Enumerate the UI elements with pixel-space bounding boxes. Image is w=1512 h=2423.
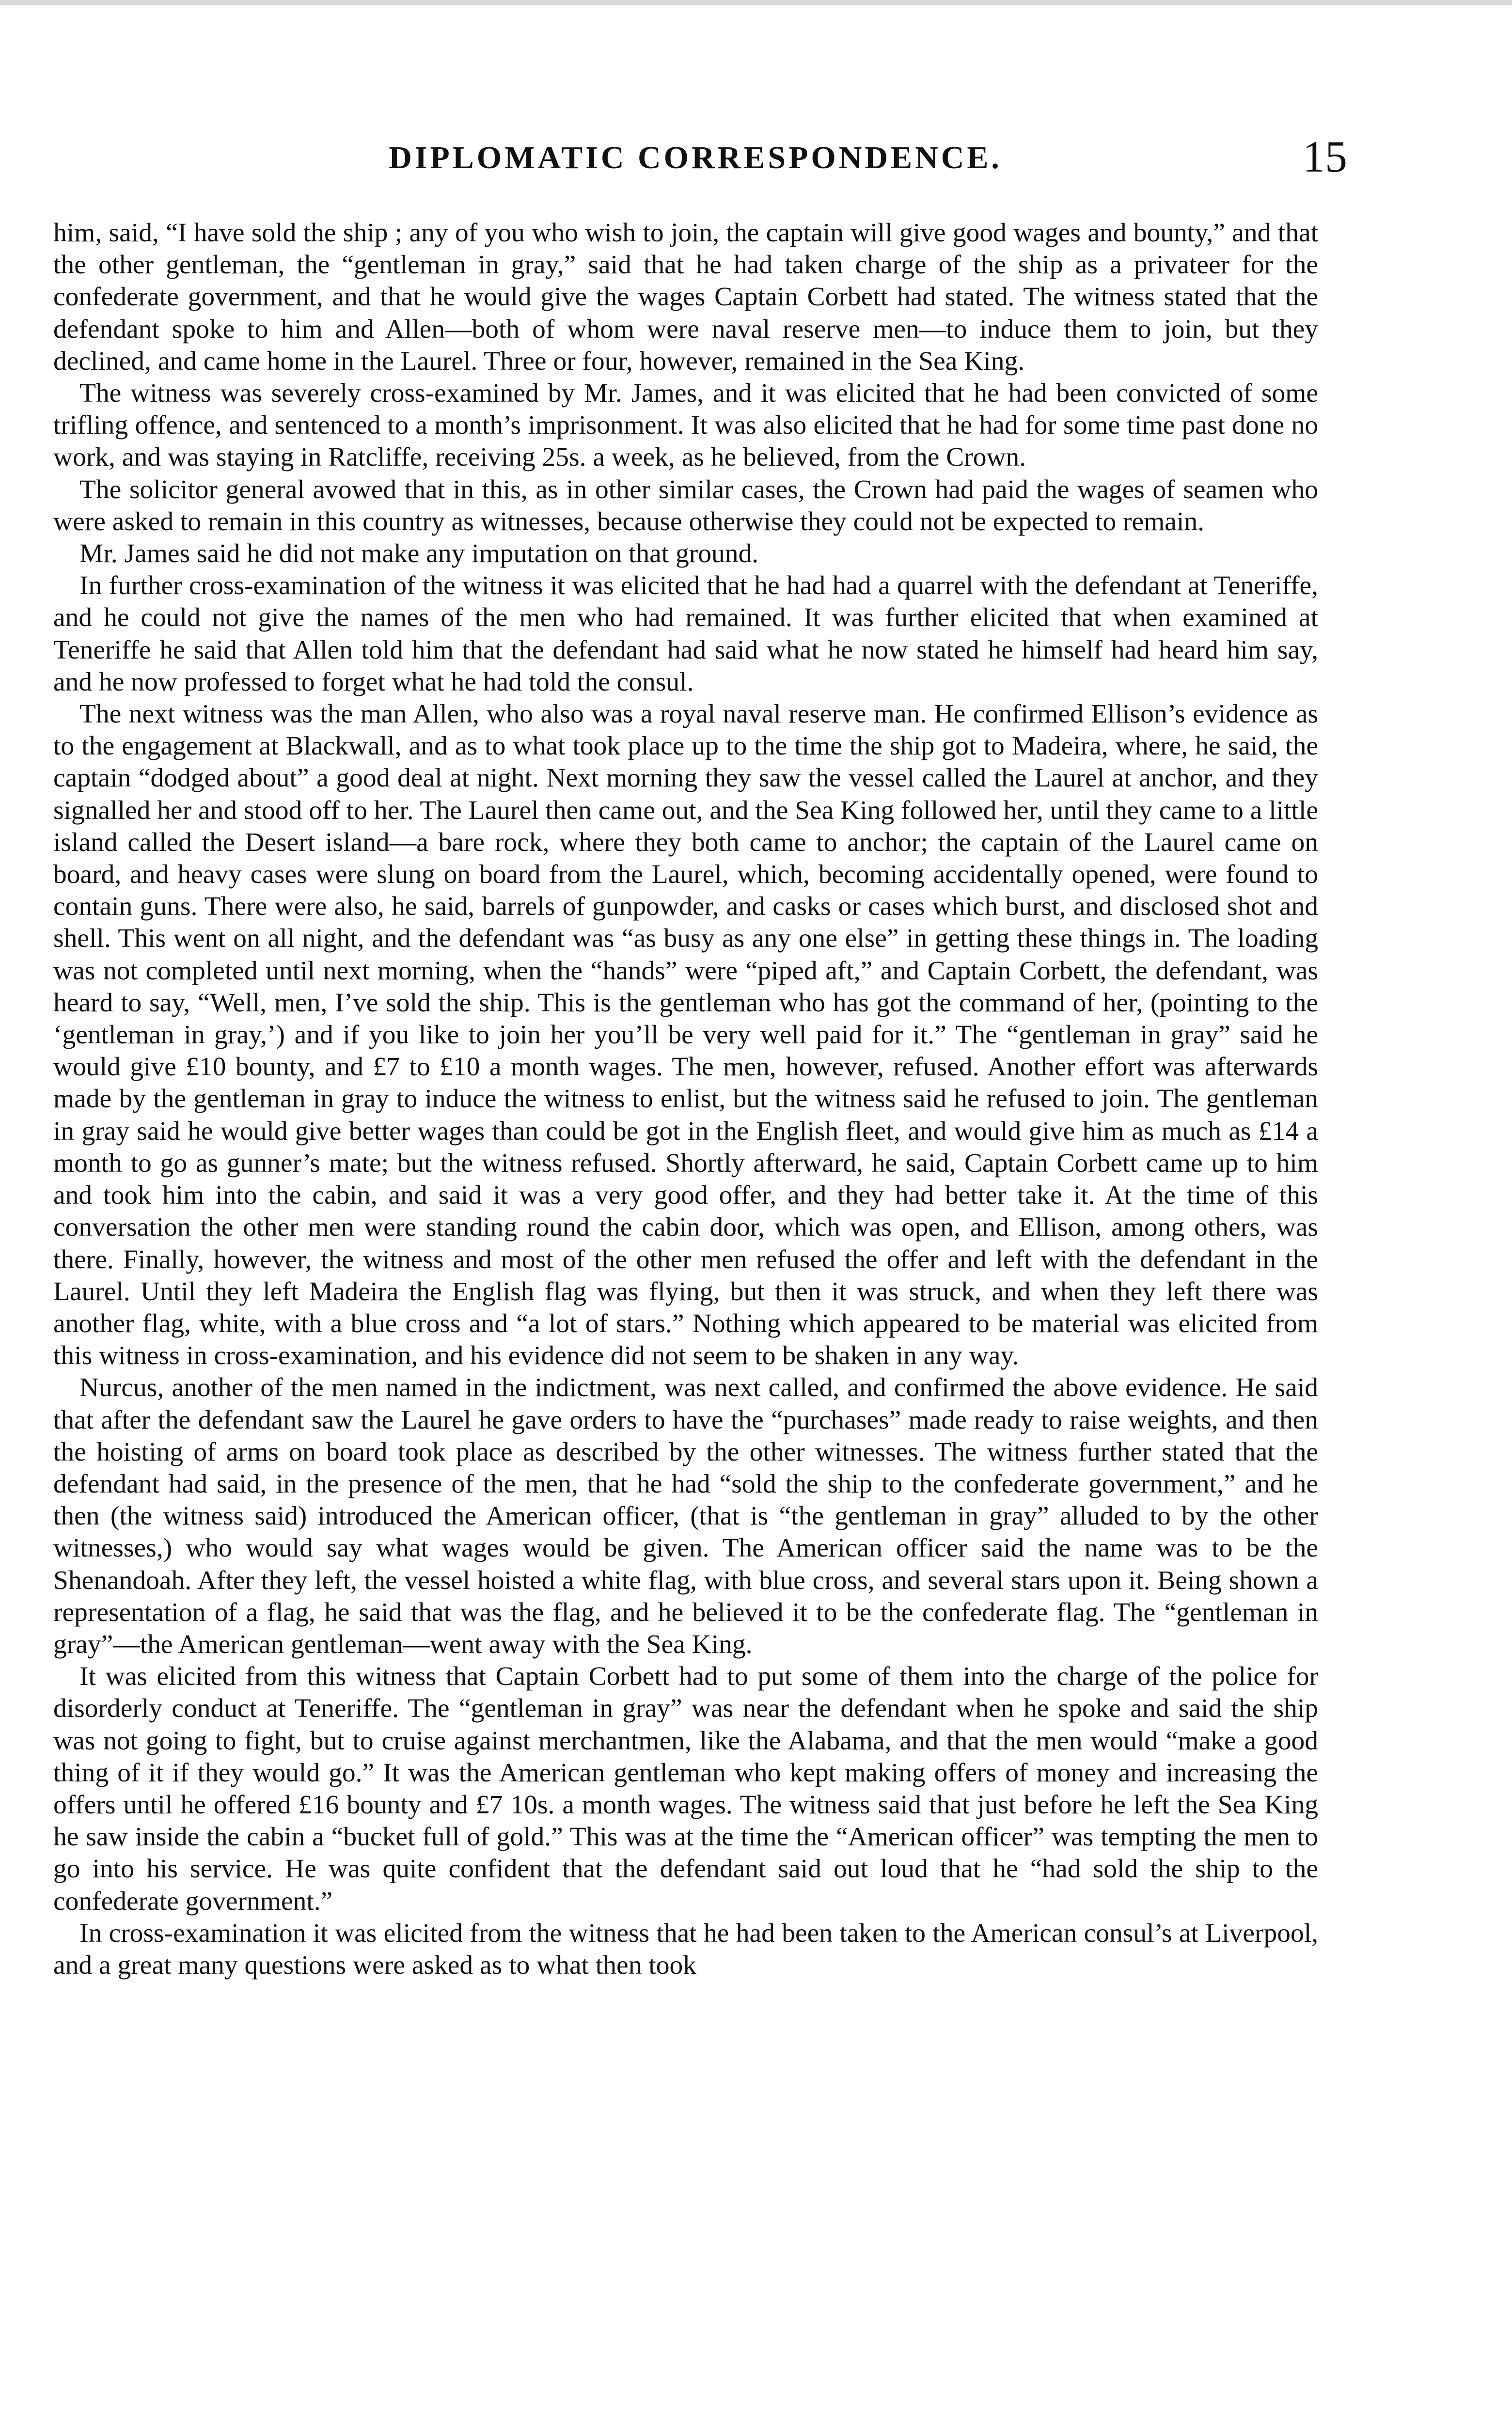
paragraph: In further cross-examination of the witness it was elicited that he had had a quarrel with the defendant at Teneriffe, and he could not give the names of the men who had remained. It was further elicited that when examined at Teneriffe he said that Allen told him that the defendant had said what he now stated he himself had heard him say, and he now professed to forget what he had told the consul.	[53, 571, 1318, 697]
paragraph: In cross-examination it was elicited from the witness that he had been taken to the American consul’s at Liverpool, and a great many questions were asked as to what then took	[53, 1918, 1318, 1980]
paragraph: The next witness was the man Allen, who also was a royal naval reserve man. He confirmed Ellison’s evidence as to the engagement at Blackwall, and as to what took place up to the time the ship got to Madeira, where, he said, the captain “dodged about” a good deal at night. Next morning they saw the vessel called the Laurel at anchor, and they signalled her and stood off to her. The Laurel then came out, and the Sea King followed her, until they came to a little island called the Desert island—a bare rock, where they both came to anchor; the captain of the Laurel came on board, and heavy cases were slung on board from the Laurel, which, becoming accidentally opened, were found to contain guns. There were also, he said, barrels of gunpowder, and casks or cases which burst, and disclosed shot and shell. This went on all night, and the defendant was “as busy as any one else” in getting these things in. The loading was not completed until next morning, when the “hands” were “piped aft,” and Captain Corbett, the defendant, was heard to say, “Well, men, I’ve sold the ship. This is the gentleman who has got the command of her, (pointing to the ‘gentleman in gray,’) and if you like to join her you’ll be very well paid for it.” The “gentleman in gray” said he would give £10 bounty, and £7 to £10 a month wages. The men, however, refused. Another effort was afterwards made by the gentleman in gray to induce the witness to enlist, but the witness said he refused to join. The gentleman in gray said he would give better wages than could be got in the English fleet, and would give him as much as £14 a month to go as gunner’s mate; but the witness refused. Shortly afterward, he said, Captain Corbett came up to him and took him into the cabin, and said it was a very good offer, and they had better take it. At the time of this conversation the other men were standing round the cabin door, which was open, and Ellison, among others, was there. Finally, however, the witness and most of the other men refused the offer and left with the defendant in the Laurel. Until they left Madeira the English flag was flying, but then it was struck, and when they left there was another flag, white, with a blue cross and “a lot of stars.” Nothing which appeared to be material was elicited from this witness in cross-examination, and his evidence did not seem to be shaken in any way.	[53, 699, 1318, 1371]
running-head	[53, 131, 1347, 184]
page-number: 15	[1303, 132, 1347, 181]
paragraph: him, said, “I have sold the ship ; any of you who wish to join, the captain will give good wages and bounty,” and that the other gentleman, the “gentleman in gray,” said that he had taken charge of the ship as a privateer for the confederate government, and that he would give the wages Captain Corbett had stated. The witness stated that the defendant spoke to him and Allen—both of whom were naval reserve men—to induce them to join, but they declined, and came home in the Laurel. Three or four, however, remained in the Sea King.	[53, 218, 1318, 376]
running-title: DIPLOMATIC CORRESPONDENCE.	[389, 140, 1002, 175]
paragraph: The solicitor general avowed that in this, as in other similar cases, the Crown had paid the wages of seamen who were asked to remain in this country as witnesses, because otherwise they could not be expected to remain.	[53, 474, 1318, 536]
paragraph: Mr. James said he did not make any imputation on that ground.	[79, 539, 759, 569]
paragraph: It was elicited from this witness that Captain Corbett had to put some of them into the charge of the police for disorderly conduct at Teneriffe. The “gentleman in gray” was near the defendant when he spoke and said the ship was not going to fight, but to cruise against merchantmen, like the Alabama, and that the men would “make a good thing of it if they would go.” It was the American gentleman who kept making offers of money and increasing the offers until he offered £16 bounty and £7 10s. a month wages. The witness said that just before he left the Sea King he saw inside the cabin a “bucket full of gold.” This was at the time the “American officer” was tempting the men to go into his service. He was quite confident that the defendant said out loud that he “had sold the ship to the confederate government.”	[53, 1662, 1318, 1916]
paragraph: Nurcus, another of the men named in the indictment, was next called, and confirmed the above evidence. He said that after the defendant saw the Laurel he gave orders to have the “purchases” made ready to raise weights, and then the hoisting of arms on board took place as described by the other witnesses. The witness further stated that the defendant had said, in the presence of the men, that he had “sold the ship to the confederate government,” and he then (the witness said) introduced the American officer, (that is “the gentleman in gray” alluded to by the other witnesses,) who would say what wages would be given. The American officer said the name was to be the Shenandoah. After they left, the vessel hoisted a white flag, with blue cross, and several stars upon it. Being shown a representation of a flag, he said that was the flag, and he believed it to be the confederate flag. The “gentleman in gray”—the American gentleman—went away with the Sea King.	[53, 1373, 1318, 1659]
paragraph: The witness was severely cross-examined by Mr. James, and it was elicited that he had been convicted of some trifling offence, and sentenced to a month’s imprisonment. It was also elicited that he had for some time past done no work, and was staying in Ratcliffe, receiving 25s. a week, as he believed, from the Crown.	[53, 378, 1318, 472]
page-edge-rule	[0, 0, 1512, 5]
body-text	[53, 217, 1318, 1982]
